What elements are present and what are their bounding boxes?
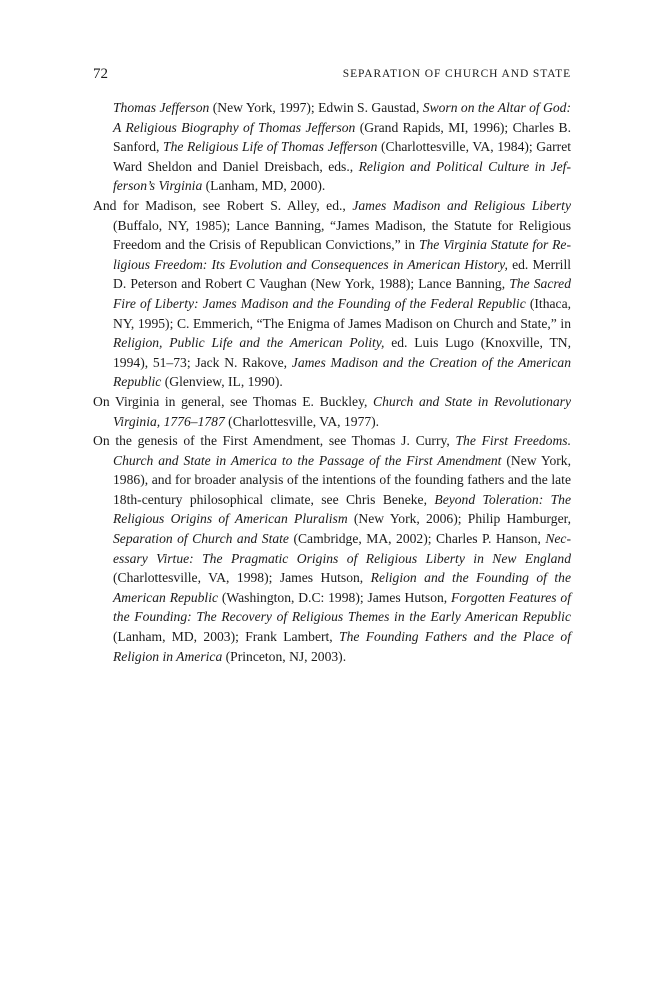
note-title-italic: Necessary Virtue: The Pragmatic Origins of Religious Liberty in New England — [113, 531, 571, 566]
note-title-italic: The Founding Fathers and the Place of Religion in America — [113, 629, 571, 664]
note-title-italic: Church and State in Revolutionary Virginia, 1776–1787 — [113, 393, 571, 429]
note-text: (Princeton, NJ, 2003). — [222, 648, 347, 664]
note-title-italic: Sworn on the Altar of God: A Religious Biography of Thomas Jefferson — [113, 100, 571, 135]
note-text: ed. Merrill D. Peterson and Robert C Vaughan (New York, 1988); Lance Banning, — [113, 256, 571, 292]
note-title-italic: Thomas Jefferson — [113, 100, 210, 115]
note-text: (Buffalo, NY, 1985); Lance Banning, “James Madison, the Statute for Religious Freedom and the Crisis of Republican Convictions,” in — [113, 217, 571, 253]
note-title-italic: The Religious Life of Thomas Jefferson — [163, 139, 378, 155]
note-title-italic: Religion, Public Life and the American Polity, — [113, 335, 385, 351]
bibliographic-notes — [93, 98, 571, 666]
note-text: (Ithaca, NY, 1995); C. Emmerich, “The Enigma of James Madison on Church and State,” in — [113, 295, 571, 331]
note-title-italic: Religion and the Founding of the American Republic — [113, 570, 571, 605]
running-title: SEPARATION OF CHURCH AND STATE — [342, 68, 571, 80]
note-first-amendment — [93, 431, 571, 666]
note-title-italic: Religion and Political Culture in Jefferson’s Virginia — [113, 158, 571, 194]
note-text: (New York, 1986), and for broader analysis of the intentions of the founding fathers and the late 18th-century philosophical climate, see Chris Beneke, — [113, 452, 571, 507]
note-madison — [93, 196, 571, 392]
note-title-italic: James Madison and Religious Liberty — [352, 197, 571, 213]
note-jefferson-continuation — [93, 98, 571, 196]
note-text: On the genesis of the First Amendment, see Thomas J. Curry, — [93, 433, 456, 449]
note-text: ed. Luis Lugo (Knoxville, TN, 1994), 51–73; Jack N. Rakove, — [113, 335, 571, 370]
note-text: (Lanham, MD, 2000). — [202, 178, 326, 194]
note-title-italic: The Sacred Fire of Liberty: James Madison and the Founding of the Federal Republic — [113, 276, 571, 311]
note-title-italic: Beyond Toleration: The Religious Origins of American Pluralism — [113, 491, 571, 527]
note-title-italic: James Madison and the Creation of the American Republic — [113, 354, 571, 390]
note-text: (Washington, D.C: 1998); James Hutson, — [218, 589, 452, 605]
note-text: (Lanham, MD, 2003); Frank Lambert, — [113, 629, 340, 645]
note-text: (Charlottesville, VA, 1998); James Hutson, — [113, 570, 371, 586]
note-text: (Glenview, IL, 1990). — [161, 374, 283, 390]
note-text: (Charlottesville, VA, 1977). — [224, 413, 380, 429]
note-title-italic: The Virginia Statute for Religious Freedom: Its Evolution and Consequences in American History, — [113, 237, 571, 272]
page-number: 72 — [93, 66, 108, 82]
running-head — [93, 63, 571, 85]
note-title-italic: Separation of Church and State — [113, 531, 289, 547]
note-text: (Cambridge, MA, 2002); Charles P. Hanson, — [288, 531, 546, 547]
note-title-italic: Forgotten Features of the Founding: The Recovery of Religious Themes in the Early American Republic — [113, 589, 571, 625]
note-text: (New York, 2006); Philip Hamburger, — [347, 511, 571, 527]
note-text: On Virginia in general, see Thomas E. Buckley, — [93, 393, 374, 409]
note-text: And for Madison, see Robert S. Alley, ed., — [93, 197, 353, 213]
note-virginia — [93, 392, 571, 431]
note-title-italic: The First Freedoms. Church and State in America to the Passage of the First Amendment — [113, 433, 571, 468]
note-text: (New York, 1997); Edwin S. Gaustad, — [209, 100, 423, 115]
note-text: (Grand Rapids, MI, 1996); Charles B. Sanford, — [113, 119, 571, 155]
note-text: (Charlottesville, VA, 1984); Garret Ward Sheldon and Daniel Dreisbach, eds., — [113, 139, 572, 174]
